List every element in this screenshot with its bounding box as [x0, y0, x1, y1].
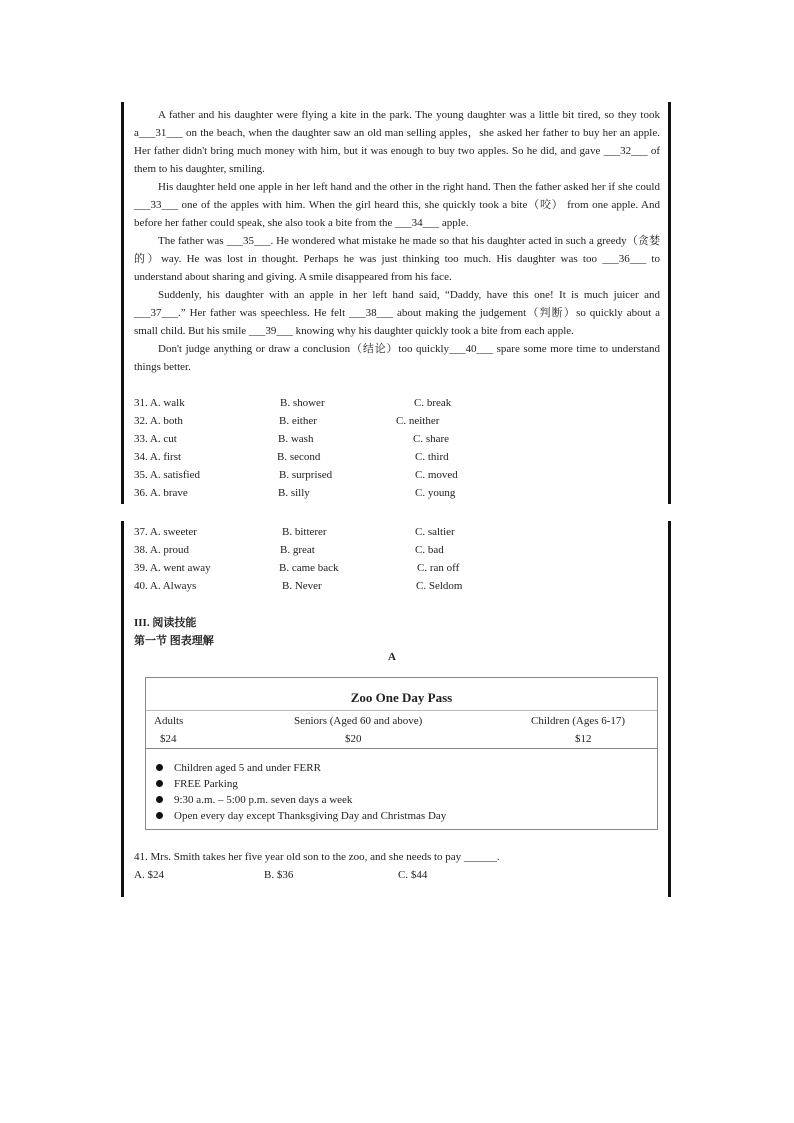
option-c: C. bad [415, 544, 444, 556]
subsection-heading: 第一节 图表理解 [134, 635, 214, 647]
option-row [134, 430, 654, 448]
option-c: C. neither [396, 415, 440, 427]
option-b: B. shower [280, 397, 325, 409]
option-a: 38. A. proud [134, 544, 189, 556]
option-b: B. $36 [264, 869, 294, 881]
option-row [134, 559, 654, 577]
option-row [134, 577, 654, 595]
option-a: 36. A. brave [134, 487, 188, 499]
option-c: C. moved [415, 469, 458, 481]
option-a: 32. A. both [134, 415, 183, 427]
passage-paragraph-2: His daughter held one apple in her left hand and the other in the right hand. Then the father asked her if she could ___33___ one of the apples with him. When the girl heard this, she quickly took a bite（咬） from one apple. And before her father could speak, she also took a bite from the ___34___ apple. [134, 181, 660, 229]
question-41-stem [134, 848, 654, 866]
option-row [134, 484, 654, 502]
option-b: B. bitterer [282, 526, 327, 538]
option-row [134, 466, 654, 484]
right-margin-bar-bottom [668, 521, 671, 897]
option-a: 35. A. satisfied [134, 469, 200, 481]
zoo-pass-table [145, 677, 658, 830]
price-children: $12 [575, 733, 592, 745]
option-b: B. either [279, 415, 317, 427]
list-item: FREE Parking [154, 776, 446, 792]
option-c: C. ran off [417, 562, 460, 574]
question-stem: 41. Mrs. Smith takes her five year old son to the zoo, and she needs to pay ______. [134, 851, 500, 863]
divider [146, 710, 657, 711]
option-row [134, 523, 654, 541]
reading-label: A [388, 651, 396, 663]
option-b: B. silly [278, 487, 310, 499]
cloze-passage [134, 106, 660, 376]
option-c: C. Seldom [416, 580, 463, 592]
option-a: 33. A. cut [134, 433, 177, 445]
option-c: C. third [415, 451, 449, 463]
option-row [134, 412, 654, 430]
list-item: Children aged 5 and under FERR [154, 760, 446, 776]
option-b: B. second [277, 451, 321, 463]
passage-paragraph-1: A father and his daughter were flying a kite in the park. The young daughter was a little bit tired, so they took a___31___ on the beach, when the daughter saw an old man selling apples，she asked her father to buy her an apple. Her father didn't bring much money with him, but it was enough to buy two apples. So he did, and gave ___32___ of them to his daughter, smiling. [134, 109, 660, 175]
section-heading: III. 阅读技能 [134, 617, 197, 629]
option-a: 39. A. went away [134, 562, 211, 574]
question-41-options [134, 866, 654, 884]
option-row [134, 394, 654, 412]
zoo-pass-notes [154, 760, 446, 824]
divider [146, 748, 657, 749]
option-b: B. surprised [279, 469, 333, 481]
passage-paragraph-4: Suddenly, his daughter with an apple in her left hand said, “Daddy, have this one! It is much juicer and ___37___.” Her father was speechless. He felt ___38___ about making the judgement（判断）so quickly about a small child. But his smile ___39___ knowing why his daughter quickly took a bite from each apple. [134, 289, 660, 337]
price-header-children: Children (Ages 6-17) [531, 715, 626, 727]
option-a: 40. A. Always [134, 580, 197, 592]
right-margin-bar-top [668, 102, 671, 504]
option-b: B. great [280, 544, 315, 556]
option-c: C. young [415, 487, 456, 499]
option-a: 37. A. sweeter [134, 526, 197, 538]
left-margin-bar-bottom [121, 521, 124, 897]
price-header-adults: Adults [154, 715, 184, 727]
option-c: C. share [413, 433, 450, 445]
left-margin-bar-top [121, 102, 124, 504]
option-c: C. break [414, 397, 452, 409]
option-b: B. wash [278, 433, 314, 445]
option-a: 31. A. walk [134, 397, 185, 409]
list-item: 9:30 a.m. – 5:00 p.m. seven days a week [154, 792, 446, 808]
option-b: B. Never [282, 580, 322, 592]
passage-paragraph-3: The father was ___35___. He wondered what mistake he made so that his daughter acted in such a greedy（贪婪的）way. He was lost in thought. Perhaps he was just thinking too much. His daughter was too ___36___ to understand about sharing and giving. A smile disappeared from his face. [134, 235, 660, 283]
price-seniors: $20 [345, 733, 362, 745]
option-a: A. $24 [134, 869, 164, 881]
price-adults: $24 [160, 733, 177, 745]
passage-paragraph-5: Don't judge anything or draw a conclusion（结论）too quickly___40___ spare some more time to understand things better. [134, 343, 660, 373]
option-a: 34. A. first [134, 451, 182, 463]
option-c: C. saltier [415, 526, 455, 538]
option-b: B. came back [279, 562, 339, 574]
price-header-seniors: Seniors (Aged 60 and above) [294, 715, 423, 727]
zoo-pass-title: Zoo One Day Pass [350, 690, 453, 705]
option-row [134, 541, 654, 559]
option-row [134, 448, 654, 466]
option-c: C. $44 [398, 869, 428, 881]
list-item: Open every day except Thanksgiving Day and Christmas Day [154, 808, 446, 824]
